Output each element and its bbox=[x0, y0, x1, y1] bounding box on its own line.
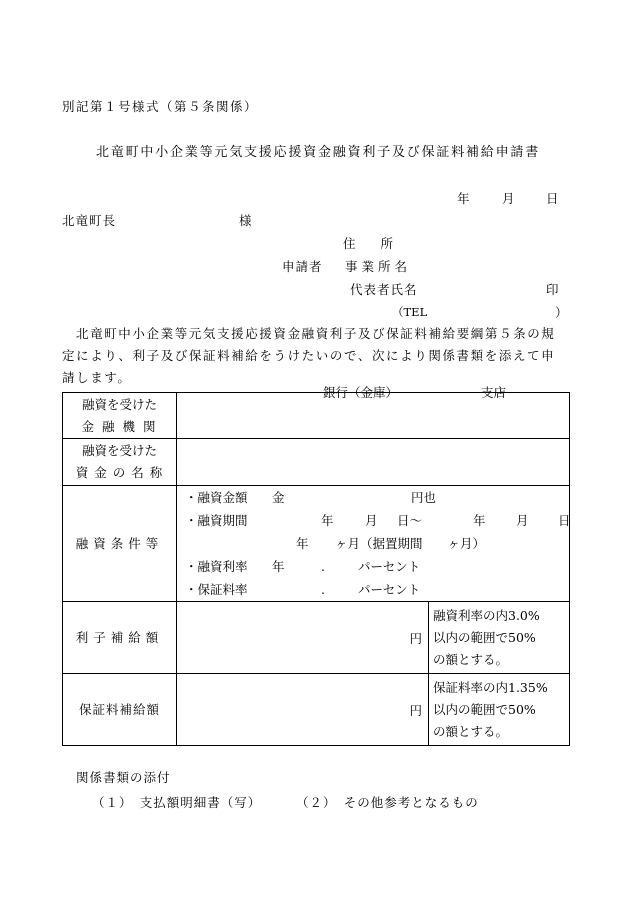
loan-period-line: ・融資期間 年 月 日〜 年 月 日 bbox=[185, 513, 571, 528]
label-guarantee-subsidy: 保証料補給額 bbox=[63, 674, 177, 746]
form-reference: 別記第１号様式（第５条関係） bbox=[62, 99, 259, 114]
applicant-address-label: 住 所 bbox=[343, 236, 394, 251]
field-interest-subsidy[interactable]: 円 bbox=[177, 602, 429, 674]
applicant-representative-label: 代表者氏名 bbox=[350, 282, 418, 297]
applicant-office-label: 事業所名 bbox=[345, 259, 412, 274]
interest-subsidy-note: 融資利率の内3.0% 以内の範囲で50% の額とする。 bbox=[429, 602, 570, 674]
loan-amount-line: ・融資金額 金 円也 bbox=[185, 490, 437, 505]
label-interest-subsidy: 利子補給額 bbox=[63, 602, 177, 674]
date-day-label: 日 bbox=[546, 191, 559, 206]
interest-rate-line: ・融資利率 年 . パーセント bbox=[185, 559, 421, 574]
row-loan-conditions bbox=[63, 486, 570, 602]
row-interest-subsidy bbox=[63, 602, 570, 674]
attachments-heading: 関係書類の添付 bbox=[76, 770, 171, 785]
date-year-label: 年 bbox=[457, 191, 470, 206]
row-guarantee-subsidy bbox=[63, 674, 570, 746]
tel-label-close: ） bbox=[555, 305, 568, 320]
guarantee-rate-line: ・保証料率 . パーセント bbox=[185, 582, 421, 597]
addressee-honorific: 様 bbox=[239, 213, 252, 228]
loan-duration-line: 年 ヶ月（据置期間 ヶ月） bbox=[296, 536, 486, 551]
seal-mark: 印 bbox=[546, 282, 559, 297]
row-financial-institution bbox=[63, 393, 570, 439]
attachment-item-1: （１） 支払額明細書（写） bbox=[92, 795, 262, 810]
guarantee-subsidy-note: 保証料率の内1.35% 以内の範囲で50% の額とする。 bbox=[429, 674, 570, 746]
branch-label: 支店 bbox=[481, 385, 507, 400]
field-financial-institution[interactable] bbox=[177, 385, 570, 439]
label-loan-conditions: 融資条件等 bbox=[63, 486, 177, 602]
date-month-label: 月 bbox=[502, 191, 515, 206]
field-loan-conditions[interactable] bbox=[177, 486, 570, 602]
label-fund-name: 融資を受けた 資 金 の 名 称 bbox=[63, 439, 177, 486]
applicant-role-label: 申請者 bbox=[282, 259, 323, 274]
field-guarantee-subsidy[interactable]: 円 bbox=[177, 674, 429, 746]
label-financial-institution: 融資を受けた 金 融 機 関 bbox=[63, 393, 177, 439]
addressee-name: 北竜町長 bbox=[62, 213, 117, 228]
attachment-item-2: （２） その他参考となるもの bbox=[296, 795, 479, 810]
row-fund-name bbox=[63, 439, 570, 486]
field-fund-name[interactable] bbox=[177, 439, 570, 486]
document-title: 北竜町中小企業等元気支援応援資金融資利子及び保証料補給申請書 bbox=[96, 145, 541, 160]
bank-label: 銀行（金庫） bbox=[323, 385, 399, 400]
tel-label-open: （TEL bbox=[392, 305, 428, 319]
intro-paragraph: 北竜町中小企業等元気支援応援資金融資利子及び保証料補給要綱第５条の規定により、利子及び保証料補給をうけたいので、次により関係書類を添えて申請します。 bbox=[62, 326, 556, 385]
application-table bbox=[62, 385, 571, 746]
